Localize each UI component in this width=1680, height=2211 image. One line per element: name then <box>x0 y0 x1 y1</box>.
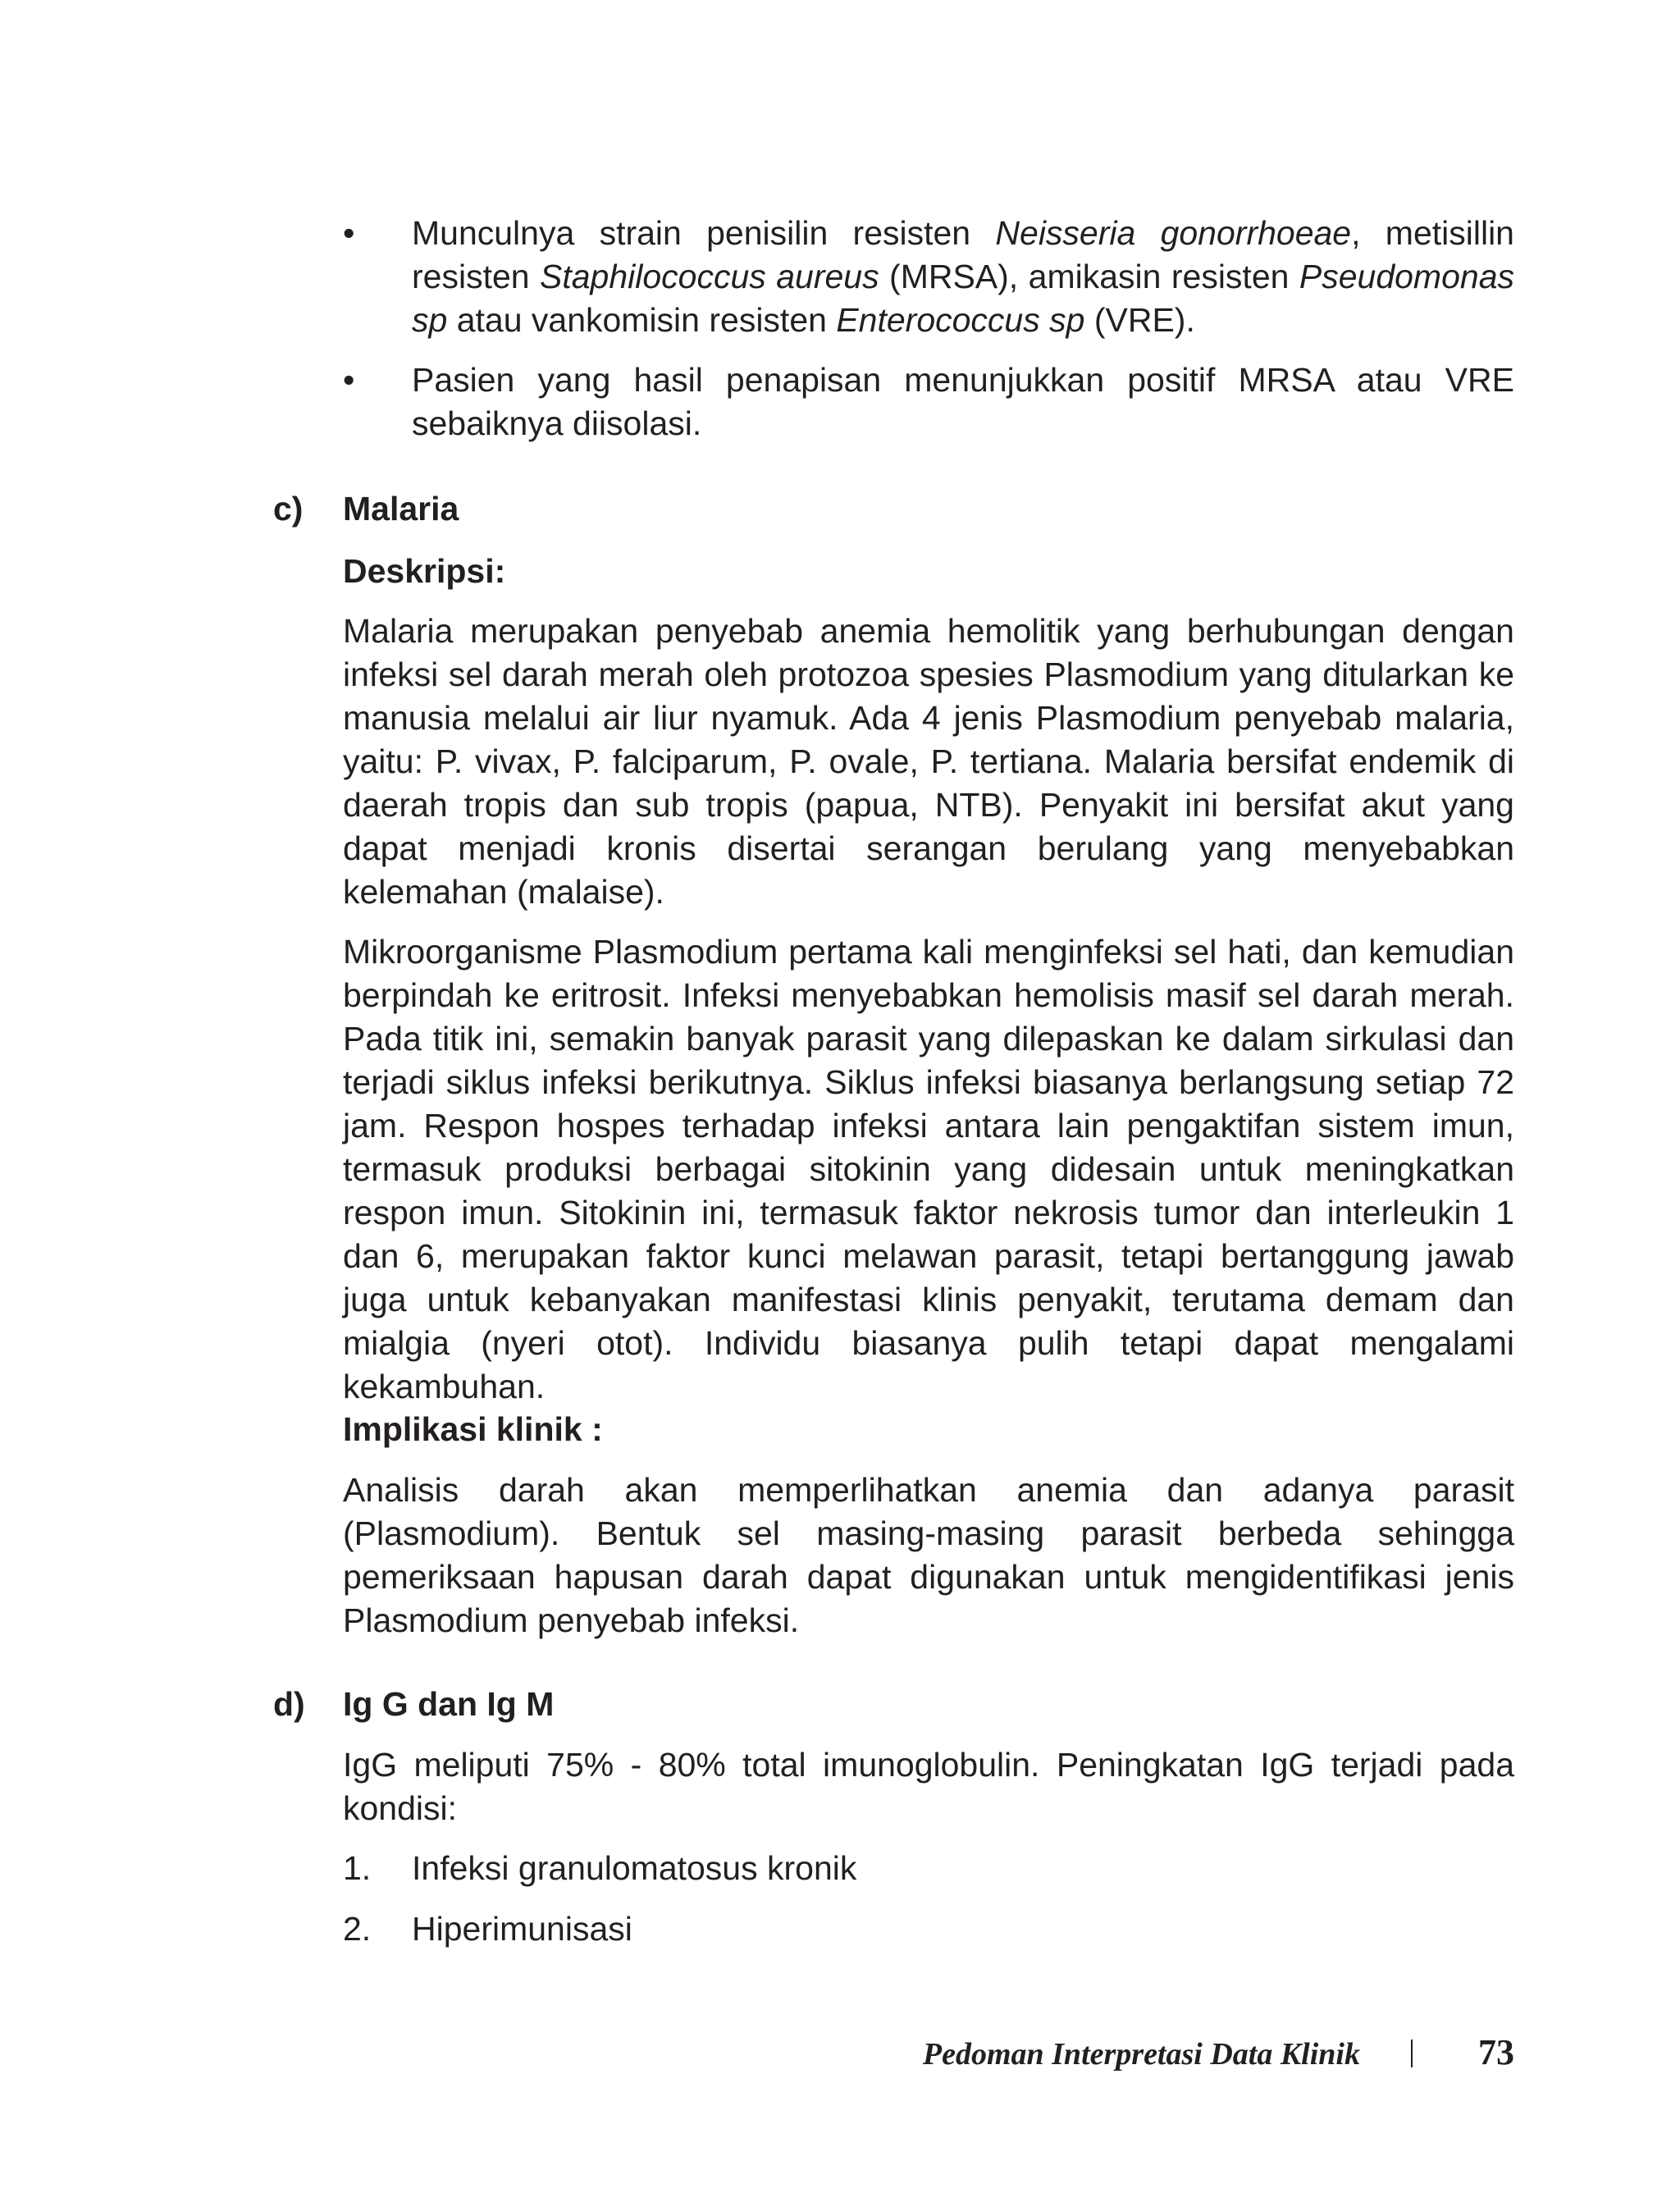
footer-separator <box>1411 2040 1413 2067</box>
footer-book-title: Pedoman Interpretasi Data Klinik <box>922 2037 1360 2072</box>
clinical-implication-heading: Implikasi klinik : <box>343 1410 603 1448</box>
bullet-text: Pasien yang hasil penapisan menunjukkan positif MRSA atau VRE sebaiknya diisolasi. <box>412 361 1514 442</box>
description-heading: Deskripsi: <box>343 552 506 590</box>
section-c-title: Malaria <box>343 490 459 528</box>
clinical-implication-paragraph: Analisis darah akan memperlihatkan anemia dan adanya parasit (Plasmodium). Bentuk sel masing-masing parasit berbeda sehingga pemeriksaan hapusan darah dapat digunakan untuk mengidentifikasi jenis Plasmodium penyebab infeksi. <box>343 1471 1514 1639</box>
page-footer <box>820 2030 1514 2079</box>
item-text: Infeksi granulomatosus kronik <box>412 1849 857 1887</box>
bullet-mark: • <box>343 361 355 399</box>
bullet-item-mrsa-vre <box>343 212 1514 343</box>
section-d-title: Ig G dan Ig M <box>343 1685 555 1723</box>
malaria-description-paragraph-2: Mikroorganisme Plasmodium pertama kali menginfeksi sel hati, dan kemudian berpindah ke eritrosit. Infeksi menyebabkan hemolisis masif sel darah merah. Pada titik ini, semakin banyak parasit yang dilepaskan ke dalam sirkulasi dan terjadi siklus infeksi berikutnya. Siklus infeksi biasanya berlangsung setiap 72 jam. Respon hospes terhadap infeksi antara lain pengaktifan sistem imun, termasuk produksi berbagai sitokinin yang didesain untuk meningkatkan respon imun. Sitokinin ini, termasuk faktor nekrosis tumor dan interleukin 1 dan 6, merupakan faktor kunci melawan parasit, tetapi bertanggung jawab juga untuk kebanyakan manifestasi klinis penyakit, terutama demam dan mialgia (nyeri otot). Individu biasanya pulih tetapi dapat mengalami kekambuhan. <box>343 933 1514 1405</box>
item-number: 1. <box>343 1849 372 1887</box>
malaria-description-paragraph-1: Malaria merupakan penyebab anemia hemolitik yang berhubungan dengan infeksi sel darah merah oleh protozoa spesies Plasmodium yang ditularkan ke manusia melalui air liur nyamuk. Ada 4 jenis Plasmodium penyebab malaria, yaitu: P. vivax, P. falciparum, P. ovale, P. tertiana. Malaria bersifat endemik di daerah tropis dan sub tropis (papua, NTB). Penyakit ini bersifat akut yang dapat menjadi kronis disertai serangan berulang yang menyebabkan kelemahan (malaise). <box>343 612 1514 911</box>
section-d-label: d) <box>273 1685 305 1723</box>
item-number: 2. <box>343 1910 372 1948</box>
bullet-item-isolation <box>343 359 1514 449</box>
igg-paragraph: IgG meliputi 75% - 80% total imunoglobulin. Peningkatan IgG terjadi pada kondisi: <box>343 1746 1514 1827</box>
section-c-label: c) <box>273 490 304 528</box>
bullet-text: Munculnya strain penisilin resisten Neisseria gonorrhoeae, metisillin resisten Staphilococcus aureus (MRSA), amikasin resisten Pseudomonas sp atau vankomisin resisten Enterococcus sp (VRE). <box>412 214 1514 339</box>
item-text: Hiperimunisasi <box>412 1910 632 1948</box>
bullet-mark: • <box>343 214 355 252</box>
page-number: 73 <box>1478 2032 1514 2072</box>
